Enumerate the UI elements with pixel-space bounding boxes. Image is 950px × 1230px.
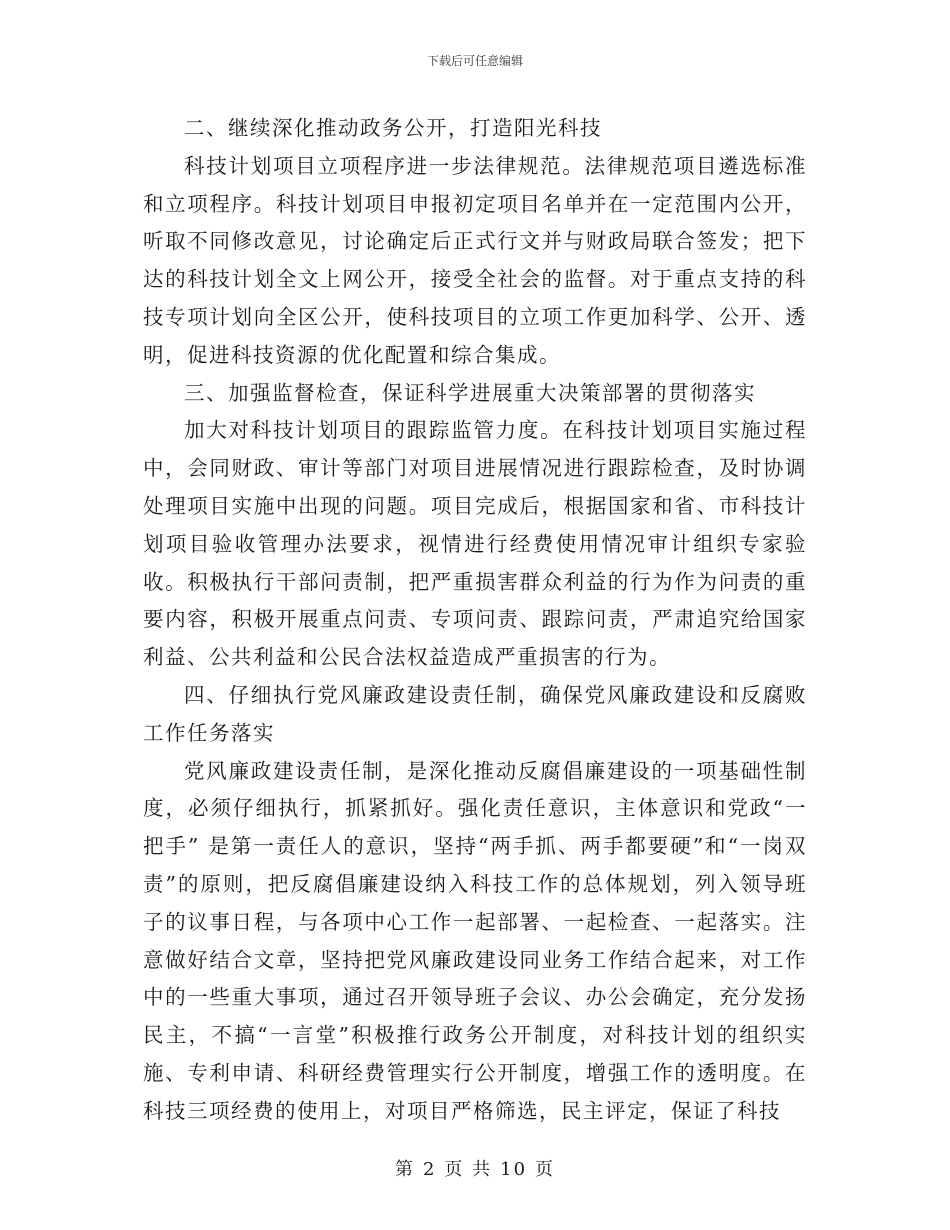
body-paragraph: 科技计划项目立项程序进一步法律规范。法律规范项目遴选标准和立项程序。科技计划项目申报初定项目名单并在一定范围内公开，听取不同修改意见，讨论确定后正式行文并与财政局联合签发；把下达的科技计划全文上网公开，接受全社会的监督。对于重点支持的科技专项计划向全区公开，使科技项目的立项工作更加科学、公开、透明，促进科技资源的优化配置和综合集成。 <box>143 153 807 367</box>
page-number: 2 <box>422 1159 437 1180</box>
body-paragraph: 加大对科技计划项目的跟踪监管力度。在科技计划项目实施过程中，会同财政、审计等部门对项目进展情况进行跟踪检查，及时协调处理项目实施中出现的问题。项目完成后，根据国家和省、市科技计划项目验收管理办法要求，视情进行经费使用情况审计组织专家验收。积极执行干部问责制，把严重损害群众利益的行为作为问责的重要内容，积极开展重点问责、专项问责、跟踪问责，严肃追究给国家利益、公共利益和公民合法权益造成严重损害的行为。 <box>143 418 807 670</box>
section-heading-3: 三、加强监督检查，保证科学进展重大决策部署的贯彻落实 <box>184 380 756 405</box>
page-footer <box>0 1155 950 1181</box>
footer-prefix: 第 <box>394 1159 415 1180</box>
section-heading-2: 二、继续深化推动政务公开，打造阳光科技 <box>184 116 602 140</box>
total-pages: 10 <box>500 1159 528 1180</box>
section-heading-4: 四、仔细执行党风廉政建设责任制，确保党风廉政建设和反腐败工作任务落实 <box>143 682 807 745</box>
footer-suffix: 页 <box>535 1159 556 1180</box>
document-body <box>143 110 807 1131</box>
body-paragraph: 党风廉政建设责任制，是深化推动反腐倡廉建设的一项基础性制度，必须仔细执行，抓紧抓好。强化责任意识，主体意识和党政“一把手” 是第一责任人的意识，坚持“两手抓、两手都要硬”和“一岗双责”的原则，把反腐倡廉建设纳入科技工作的总体规划，列入领导班子的议事日程，与各项中心工作一起部署、一起检查、一起落实。注意做好结合文章，坚持把党风廉政建设同业务工作结合起来，对工作中的一些重大事项，通过召开领导班子会议、办公会确定，充分发扬民主，不搞“一言堂”积极推行政务公开制度，对科技计划的组织实施、专利申请、科研经费管理实行公开制度，增强工作的透明度。在科技三项经费的使用上，对项目严格筛选，民主评定，保证了科技 <box>143 758 807 1123</box>
footer-middle: 页 共 <box>444 1159 493 1180</box>
header-note: 下载后可任意编辑 <box>426 54 523 68</box>
